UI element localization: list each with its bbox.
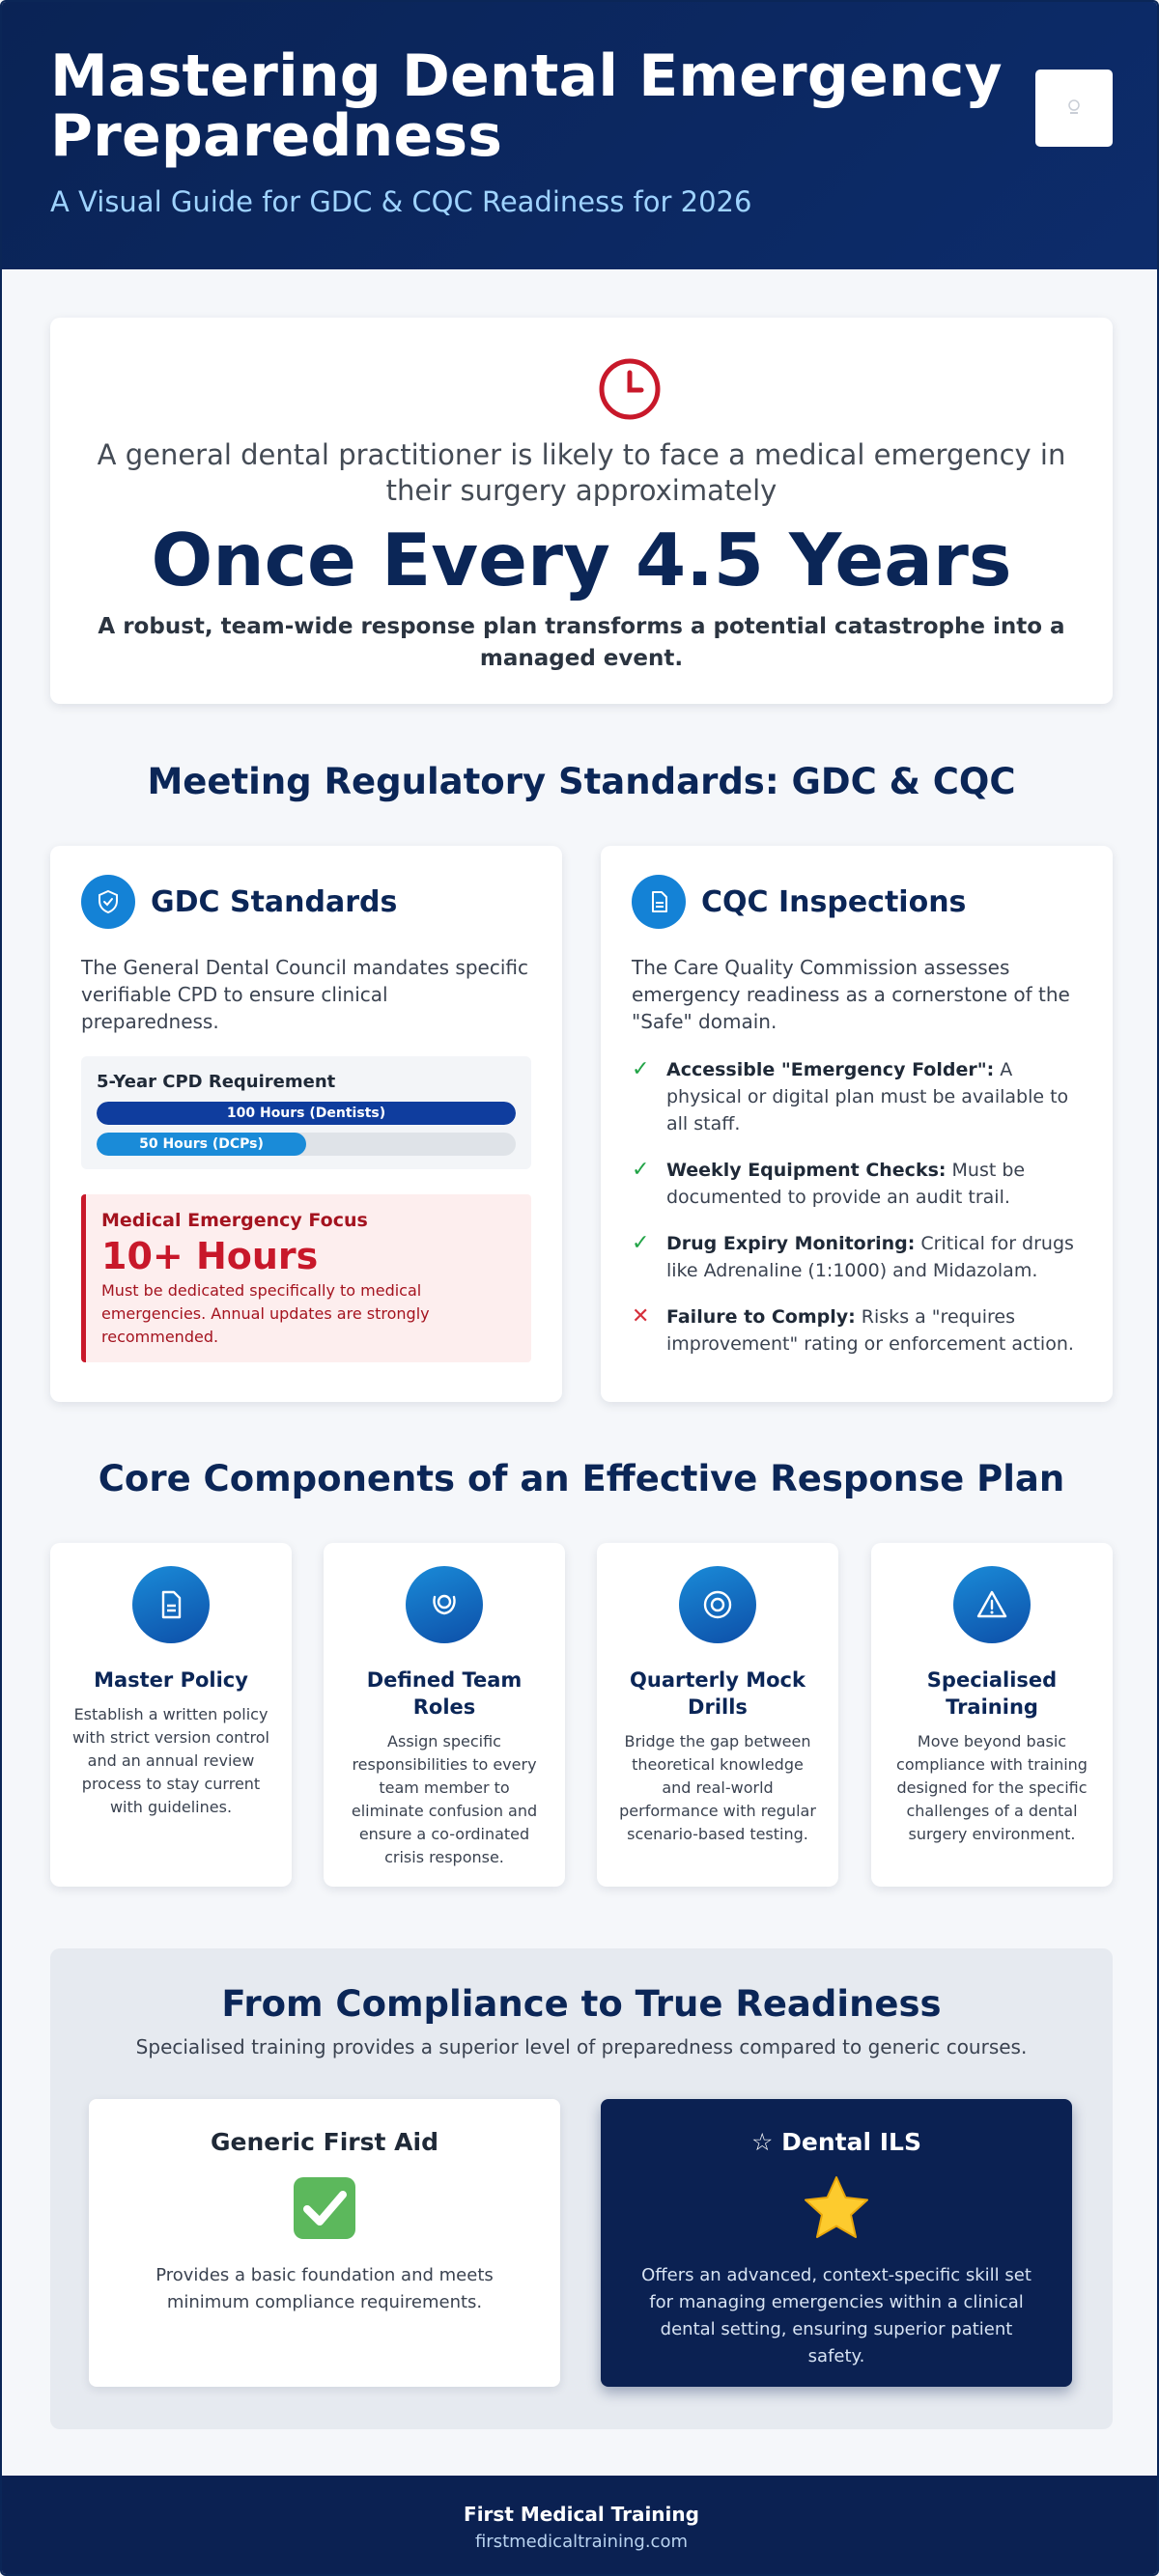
component-heading: Defined Team Roles [366,1668,523,1719]
generic-heading: Generic First Aid [211,2128,438,2156]
page-footer [2,2476,1159,2576]
clock-icon [597,356,663,422]
component-card-mock-drills [597,1543,838,1887]
dental-ils-card [601,2099,1072,2387]
cpd-bar-fill: 50 Hours (DCPs) [97,1133,306,1156]
document-icon [632,875,686,929]
ils-description: Offers an advanced, context-specific skill set for managing emergencies within a clinical dental setting, ensuring superior patient safety. [641,2265,1032,2366]
warning-icon [953,1566,1031,1643]
cqc-heading: CQC Inspections [701,884,967,919]
component-heading: Master Policy [94,1668,248,1692]
cpd-title: 5-Year CPD Requirement [97,1072,336,1092]
target-icon [679,1566,756,1643]
cqc-checklist [632,1056,1082,1358]
cqc-inspections-card [601,846,1113,1402]
components-section-title: Core Components of an Effective Response Plan [98,1458,1065,1499]
ils-heading: Dental ILS [781,2128,921,2156]
medical-emergency-focus-box [81,1194,531,1362]
document-icon [132,1566,210,1643]
component-description: Establish a written policy with strict version control and an annual review process to stay current with guidelines. [72,1705,269,1816]
frequency-note: A robust, team-wide response plan transforms a potential catastrophe into a managed event. [98,614,1065,671]
component-heading: Specialised Training [926,1668,1058,1719]
check-icon: ✓ [632,1231,650,1255]
checklist-item: ✓ Drug Expiry Monitoring: Critical for drugs like Adrenaline (1:1000) and Midazolam. [632,1230,1082,1284]
readiness-subtitle: Specialised training provides a superior level of preparedness compared to generic courses. [135,2035,1028,2058]
gdc-standards-card [50,846,562,1402]
component-card-specialised-training [871,1543,1113,1887]
emergency-frequency-card [50,318,1113,704]
cqc-description: The Care Quality Commission assesses emergency readiness as a cornerstone of the "Safe" domain. [632,956,1070,1033]
checklist-item: ✓ Weekly Equipment Checks: Must be documented to provide an audit trail. [632,1157,1082,1211]
readiness-title: From Compliance to True Readiness [221,1983,942,2025]
component-heading: Quarterly Mock Drills [630,1668,806,1719]
focus-title: Medical Emergency Focus [101,1210,368,1231]
cpd-bar-dcps [97,1133,516,1156]
logo [1035,70,1113,147]
footer-company-name: First Medical Training [464,2503,699,2526]
component-card-master-policy [50,1543,292,1887]
focus-hours: 10+ Hours [101,1235,319,1277]
cpd-bar-fill: 100 Hours (Dentists) [97,1102,516,1125]
checklist-item: ✓ Accessible "Emergency Folder": A physical or digital plan must be available to all staff. [632,1056,1082,1137]
team-roles-icon [406,1566,483,1643]
check-icon: ✓ [632,1057,650,1081]
standards-section-title: Meeting Regulatory Standards: GDC & CQC [147,761,1016,802]
ils-heading-row [639,2128,1033,2156]
star-icon [802,2173,871,2243]
page-subtitle: A Visual Guide for GDC & CQC Readiness for 2026 [50,185,752,218]
cpd-bar-dentists [97,1102,516,1125]
focus-description: Must be dedicated specifically to medical emergencies. Annual updates are strongly recommended. [101,1281,430,1346]
component-description: Move beyond basic compliance with training designed for the specific challenges of a dental surgery environment. [896,1732,1088,1843]
footer-website-link[interactable]: firstmedicaltraining.com [474,2532,689,2552]
generic-first-aid-card [89,2099,560,2387]
component-description: Assign specific responsibilities to every team member to eliminate confusion and ensure a co-ordinated crisis response. [351,1732,538,1866]
shield-check-icon [81,875,135,929]
component-description: Bridge the gap between theoretical knowledge and real-world performance with regular scenario-based testing. [619,1732,816,1843]
checklist-item: ✕ Failure to Comply: Risks a "requires improvement" rating or enforcement action. [632,1303,1082,1358]
frequency-value: Once Every 4.5 Years [151,518,1012,602]
gdc-heading: GDC Standards [151,884,398,919]
check-icon: ✓ [632,1158,650,1182]
star-outline-icon: ☆ [751,2128,774,2156]
generic-description: Provides a basic foundation and meets minimum compliance requirements. [155,2265,494,2312]
frequency-lead-text: A general dental practitioner is likely to face a medical emergency in their surgery approximately [97,438,1066,507]
component-card-team-roles [324,1543,565,1887]
page-title: Mastering Dental Emergency Preparedness [50,42,1003,170]
cpd-requirement-box [81,1056,531,1169]
gdc-description: The General Dental Council mandates specific verifiable CPD to ensure clinical preparedness. [81,956,528,1033]
logo-placeholder-icon [1062,97,1086,120]
cross-icon: ✕ [632,1304,650,1329]
check-box-icon [290,2173,359,2243]
readiness-section [50,1948,1113,2429]
page-header [2,2,1159,269]
